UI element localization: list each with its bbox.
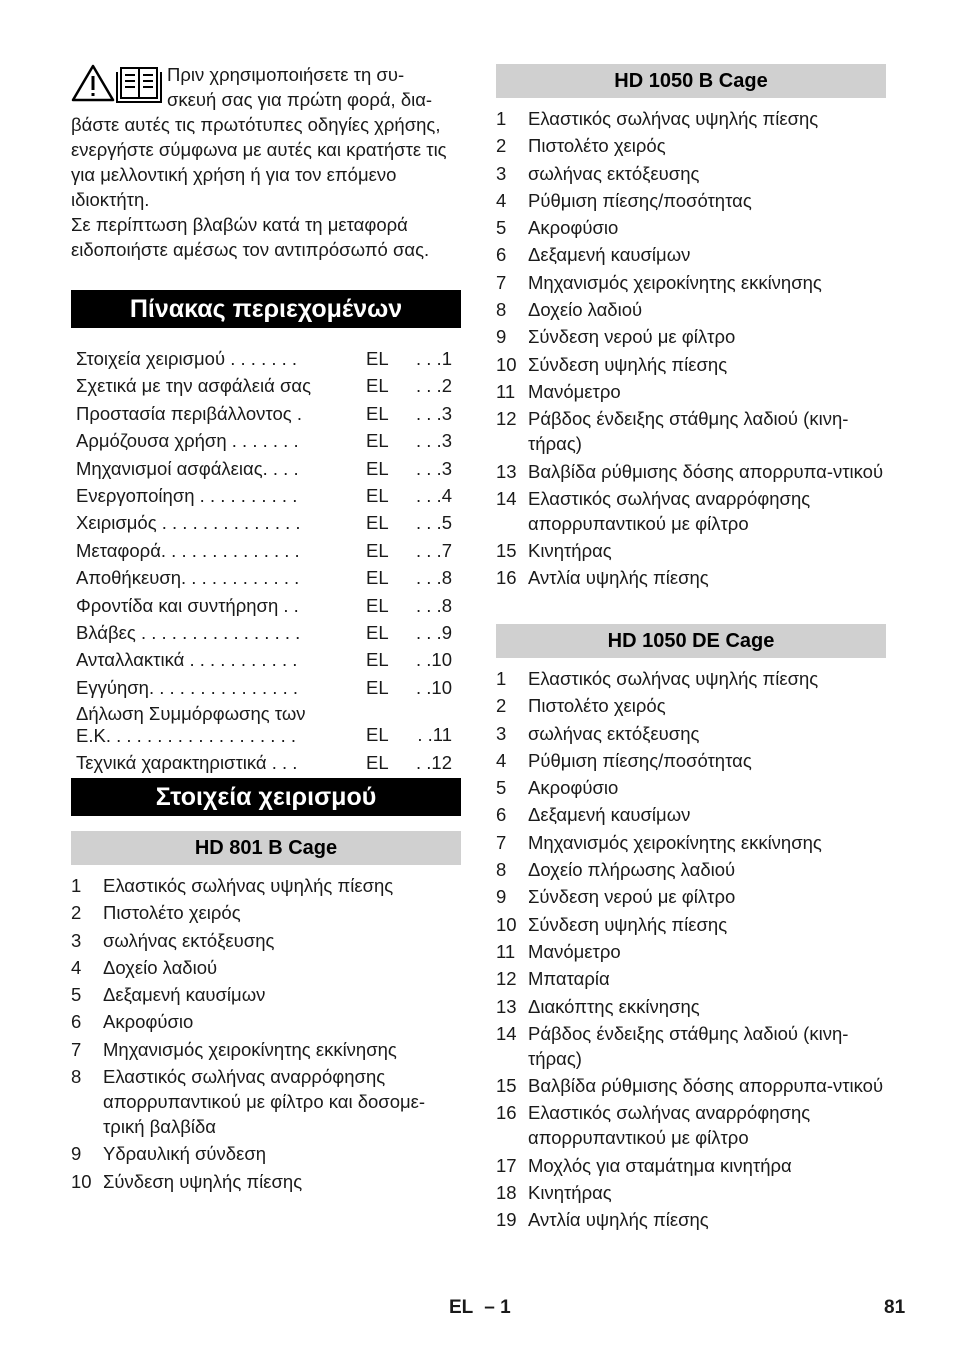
toc-title: Ενεργοποίηση . . . . . . . . . . (76, 484, 298, 506)
list-item (71, 982, 463, 1007)
toc-page: . . .2 (416, 375, 452, 397)
item-number: 18 (496, 1182, 517, 1204)
item-number: 3 (496, 722, 507, 744)
list-item (496, 352, 888, 377)
toc-title: Ανταλλακτικά . . . . . . . . . . . (76, 649, 298, 671)
item-number: 9 (496, 326, 507, 348)
item-number: 2 (71, 902, 82, 924)
toc-page: . . .8 (416, 567, 452, 589)
list-item (496, 1021, 888, 1071)
list-item (496, 912, 888, 937)
item-number: 14 (496, 1022, 517, 1044)
toc-lang: EL (366, 539, 389, 561)
toc-page: . . .3 (416, 430, 452, 452)
toc-lang: EL (366, 621, 389, 643)
item-text: Ελαστικός σωλήνας υψηλής πίεσης (528, 108, 819, 129)
item-text: Ελαστικός σωλήνας αναρρόφησης απορρυπαντικού με φίλτρο (528, 487, 811, 534)
toc-row[interactable] (76, 345, 454, 372)
item-text: Μηχανισμός χειροκίνητης εκκίνησης (528, 271, 822, 293)
toc-lang: EL (366, 649, 389, 671)
item-text: Ελαστικός σωλήνας υψηλής πίεσης (103, 875, 394, 896)
item-text: Ράβδος ένδειξης στάθμης λαδιού (κινη-τήρας) (528, 408, 849, 455)
toc-title: Στοιχεία χειρισμού . . . . . . . (76, 348, 298, 369)
list-item (496, 406, 888, 456)
list-item (496, 133, 888, 158)
item-text: Σύνδεση νερού με φίλτρο (528, 886, 736, 908)
warning-triangle-icon (73, 66, 113, 100)
toc-title: Δήλωση Συμμόρφωσης των Ε.Κ. . . . . . . . . . . . . . . . . . . (76, 703, 306, 747)
item-text: Δοχείο λαδιού (528, 299, 643, 321)
item-number: 8 (71, 1066, 82, 1088)
model-heading-hd801: HD 801 B Cage (71, 831, 461, 865)
toc-lang: EL (366, 484, 389, 506)
footer-section-page: – 1 (484, 1297, 511, 1318)
list-item (71, 955, 463, 980)
intro-icons (71, 62, 163, 104)
item-number: 3 (496, 162, 507, 184)
toc-lang: EL (366, 375, 389, 397)
toc-page: . .10 (416, 676, 452, 698)
item-number: 3 (71, 929, 82, 951)
table-of-contents (76, 345, 454, 776)
item-number: 13 (496, 460, 517, 482)
toc-row[interactable] (76, 372, 454, 399)
item-text: Ελαστικός σωλήνας αναρρόφησης απορρυπαντικού με φίλτρο και δοσομε-τρική βαλβίδα (103, 1066, 426, 1138)
toc-title: Εγγύηση. . . . . . . . . . . . . . . (76, 676, 299, 698)
list-item (496, 106, 888, 131)
list-item (71, 1037, 463, 1062)
item-text: Μοχλός για σταμάτημα κινητήρα (528, 1154, 792, 1176)
toc-lang: EL (366, 348, 389, 369)
toc-title: Αρμόζουσα χρήση . . . . . . . (76, 430, 299, 452)
toc-title: Μηχανισμοί ασφάλειας. . . . (76, 457, 299, 479)
item-text: Δεξαμενή καυσίμων (103, 984, 266, 1006)
item-number: 16 (496, 567, 517, 589)
parts-list-hd1050b (496, 106, 888, 593)
item-number: 2 (496, 695, 507, 717)
item-number: 10 (496, 353, 517, 375)
toc-lang: EL (366, 512, 389, 534)
toc-page: . . .8 (416, 594, 452, 616)
item-number: 14 (496, 487, 517, 509)
toc-page: . . .4 (416, 484, 452, 506)
toc-page: . . .3 (416, 402, 452, 424)
toc-title: Σχετικά με την ασφάλειά σας (76, 375, 311, 397)
footer-section (449, 1297, 511, 1319)
item-text: Πιστολέτο χειρός (103, 902, 241, 924)
toc-title: Φροντίδα και συντήρηση . . (76, 594, 299, 616)
toc-lang: EL (366, 724, 389, 746)
toc-lang: EL (366, 676, 389, 698)
item-text: Ρύθμιση πίεσης/ποσότητας (528, 189, 752, 211)
footer-lang: EL (449, 1297, 473, 1318)
list-item (496, 1153, 888, 1178)
toc-page: . . .1 (416, 348, 452, 369)
list-item (496, 188, 888, 213)
list-item (496, 802, 888, 827)
list-item (496, 666, 888, 691)
toc-row[interactable] (76, 674, 454, 701)
manual-book-icon (117, 68, 161, 102)
item-text: Σύνδεση υψηλής πίεσης (528, 353, 728, 375)
item-text: Βαλβίδα ρύθμισης δόσης απορρυπα-ντικού (528, 1075, 884, 1097)
toc-lang: EL (366, 594, 389, 616)
item-text: Ρύθμιση πίεσης/ποσότητας (528, 749, 752, 771)
item-text: Μπαταρία (528, 968, 610, 990)
toc-lang: EL (366, 402, 389, 424)
item-number: 10 (496, 913, 517, 935)
toc-row[interactable] (76, 701, 454, 749)
item-number: 5 (496, 777, 507, 799)
item-text: Αντλία υψηλής πίεσης (528, 1209, 709, 1231)
item-number: 15 (496, 1075, 517, 1097)
item-text: Μηχανισμός χειροκίνητης εκκίνησης (103, 1038, 397, 1060)
item-text: Πιστολέτο χειρός (528, 695, 666, 717)
list-item (71, 873, 463, 898)
item-number: 12 (496, 968, 517, 990)
list-item (71, 928, 463, 953)
toc-row[interactable] (76, 427, 454, 454)
list-item (496, 297, 888, 322)
item-number: 17 (496, 1154, 517, 1176)
item-number: 1 (71, 875, 82, 896)
item-number: 8 (496, 299, 507, 321)
item-number: 1 (496, 668, 507, 689)
item-text: Σύνδεση νερού με φίλτρο (528, 326, 736, 348)
list-item (496, 857, 888, 882)
toc-page: . .10 (416, 649, 452, 671)
toc-lang: EL (366, 752, 389, 774)
toc-page: . . .5 (416, 512, 452, 534)
list-item (496, 1207, 888, 1232)
item-number: 1 (496, 108, 507, 129)
item-number: 4 (71, 956, 82, 978)
list-item (71, 1064, 463, 1139)
item-number: 9 (71, 1143, 82, 1165)
item-number: 9 (496, 886, 507, 908)
item-number: 5 (496, 217, 507, 239)
item-number: 11 (496, 380, 516, 402)
toc-title: Βλάβες . . . . . . . . . . . . . . . . (76, 621, 301, 643)
item-number: 7 (71, 1038, 82, 1060)
item-text: Πιστολέτο χειρός (528, 135, 666, 157)
toc-lang: EL (366, 567, 389, 589)
item-number: 6 (496, 804, 507, 826)
parts-list-hd801 (71, 873, 463, 1196)
list-item (496, 324, 888, 349)
toc-page: . . .7 (416, 539, 452, 561)
item-text: Υδραυλική σύνδεση (103, 1143, 267, 1165)
intro-line-2: σκευή σας για πρώτη φορά, δια- (167, 89, 433, 110)
intro-notice (71, 62, 461, 262)
item-text: σωλήνας εκτόξευσης (103, 929, 275, 951)
toc-row[interactable] (76, 749, 454, 776)
toc-title: Τεχνικά χαρακτηριστικά . . . (76, 752, 298, 774)
item-text: Μανόμετρο (528, 380, 621, 402)
intro-rest: βάστε αυτές τις πρωτότυπες οδηγίες χρήσης, ενεργήστε σύμφωνα με αυτές και κρατήστε τις για μελλοντική χρήση ή για τον επόμενο ιδιοκτήτη. (71, 114, 447, 210)
item-number: 4 (496, 749, 507, 771)
toc-page: . .12 (416, 752, 452, 774)
list-item (496, 486, 888, 536)
toc-row[interactable] (76, 400, 454, 427)
toc-row[interactable] (76, 455, 454, 482)
item-number: 19 (496, 1209, 517, 1231)
list-item (496, 721, 888, 746)
list-item (496, 994, 888, 1019)
item-text: Μανόμετρο (528, 940, 621, 962)
toc-title: Μεταφορά. . . . . . . . . . . . . . (76, 539, 300, 561)
item-text: Ακροφύσιο (528, 777, 619, 799)
list-item (496, 748, 888, 773)
list-item (496, 884, 888, 909)
toc-title: Προστασία περιβάλλοντος . (76, 402, 302, 424)
item-number: 5 (71, 984, 82, 1006)
item-number: 6 (496, 244, 507, 266)
list-item (496, 242, 888, 267)
toc-page: . . .9 (416, 621, 452, 643)
toc-lang: EL (366, 457, 389, 479)
list-item (71, 1009, 463, 1034)
item-text: Βαλβίδα ρύθμισης δόσης απορρυπα-ντικού (528, 460, 884, 482)
item-text: σωλήνας εκτόξευσης (528, 162, 700, 184)
list-item (496, 161, 888, 186)
item-text: Ελαστικός σωλήνας υψηλής πίεσης (528, 668, 819, 689)
toc-row[interactable] (76, 564, 454, 591)
list-item (496, 1100, 888, 1150)
list-item (496, 215, 888, 240)
item-number: 16 (496, 1102, 517, 1124)
list-item (496, 270, 888, 295)
item-number: 13 (496, 995, 517, 1017)
toc-row[interactable] (76, 619, 454, 646)
toc-title: Αποθήκευση. . . . . . . . . . . . (76, 567, 300, 589)
item-text: Κινητήρας (528, 1182, 612, 1204)
parts-list-hd1050de (496, 666, 888, 1235)
list-item (496, 538, 888, 563)
page-number: 81 (884, 1297, 906, 1318)
item-number: 6 (71, 1011, 82, 1033)
list-item (496, 693, 888, 718)
intro-transport-text: Σε περίπτωση βλαβών κατά τη μεταφορά ειδοποιήστε αμέσως τον αντιπρόσωπό σας. (71, 214, 430, 260)
toc-row[interactable] (76, 592, 454, 619)
item-number: 7 (496, 271, 507, 293)
item-number: 8 (496, 859, 507, 881)
list-item (496, 775, 888, 800)
list-item (496, 379, 888, 404)
item-text: Κινητήρας (528, 540, 612, 562)
item-number: 11 (496, 940, 516, 962)
item-text: σωλήνας εκτόξευσης (528, 722, 700, 744)
item-text: Δεξαμενή καυσίμων (528, 804, 691, 826)
list-item (496, 459, 888, 484)
item-text: Αντλία υψηλής πίεσης (528, 567, 709, 589)
list-item (496, 939, 888, 964)
list-item (496, 1073, 888, 1098)
list-item (496, 565, 888, 590)
model-heading-hd1050b: HD 1050 B Cage (496, 64, 886, 98)
item-text: Ακροφύσιο (528, 217, 619, 239)
toc-row[interactable] (76, 482, 454, 509)
model-heading-hd1050de: HD 1050 DE Cage (496, 624, 886, 658)
list-item (496, 830, 888, 855)
item-text: Ελαστικός σωλήνας αναρρόφησης απορρυπαντικού με φίλτρο (528, 1102, 811, 1149)
list-item (71, 1141, 463, 1166)
toc-row[interactable] (76, 509, 454, 536)
list-item (496, 966, 888, 991)
toc-heading: Πίνακας περιεχομένων (71, 290, 461, 328)
toc-row[interactable] (76, 537, 454, 564)
item-text: Δοχείο λαδιού (103, 956, 218, 978)
item-text: Ακροφύσιο (103, 1011, 194, 1033)
list-item (496, 1180, 888, 1205)
item-text: Μηχανισμός χειροκίνητης εκκίνησης (528, 831, 822, 853)
toc-title: Χειρισμός . . . . . . . . . . . . . . (76, 512, 301, 534)
toc-page: . .11 (417, 724, 452, 746)
item-text: Ράβδος ένδειξης στάθμης λαδιού (κινη-τήρας) (528, 1022, 849, 1069)
toc-page: . . .3 (416, 457, 452, 479)
item-number: 10 (71, 1170, 92, 1192)
item-text: Σύνδεση υψηλής πίεσης (103, 1170, 303, 1192)
item-number: 2 (496, 135, 507, 157)
item-text: Σύνδεση υψηλής πίεσης (528, 913, 728, 935)
toc-lang: EL (366, 430, 389, 452)
intro-line-1: Πριν χρησιμοποιήσετε τη συ- (167, 64, 405, 85)
item-text: Δεξαμενή καυσίμων (528, 244, 691, 266)
list-item (71, 1169, 463, 1194)
item-text: Δοχείο πλήρωσης λαδιού (528, 859, 736, 881)
item-number: 4 (496, 189, 507, 211)
item-text: Διακόπτης εκκίνησης (528, 995, 700, 1017)
list-item (71, 900, 463, 925)
item-number: 15 (496, 540, 517, 562)
item-number: 12 (496, 408, 517, 430)
toc-row[interactable] (76, 646, 454, 673)
item-number: 7 (496, 831, 507, 853)
controls-heading: Στοιχεία χειρισμού (71, 778, 461, 816)
